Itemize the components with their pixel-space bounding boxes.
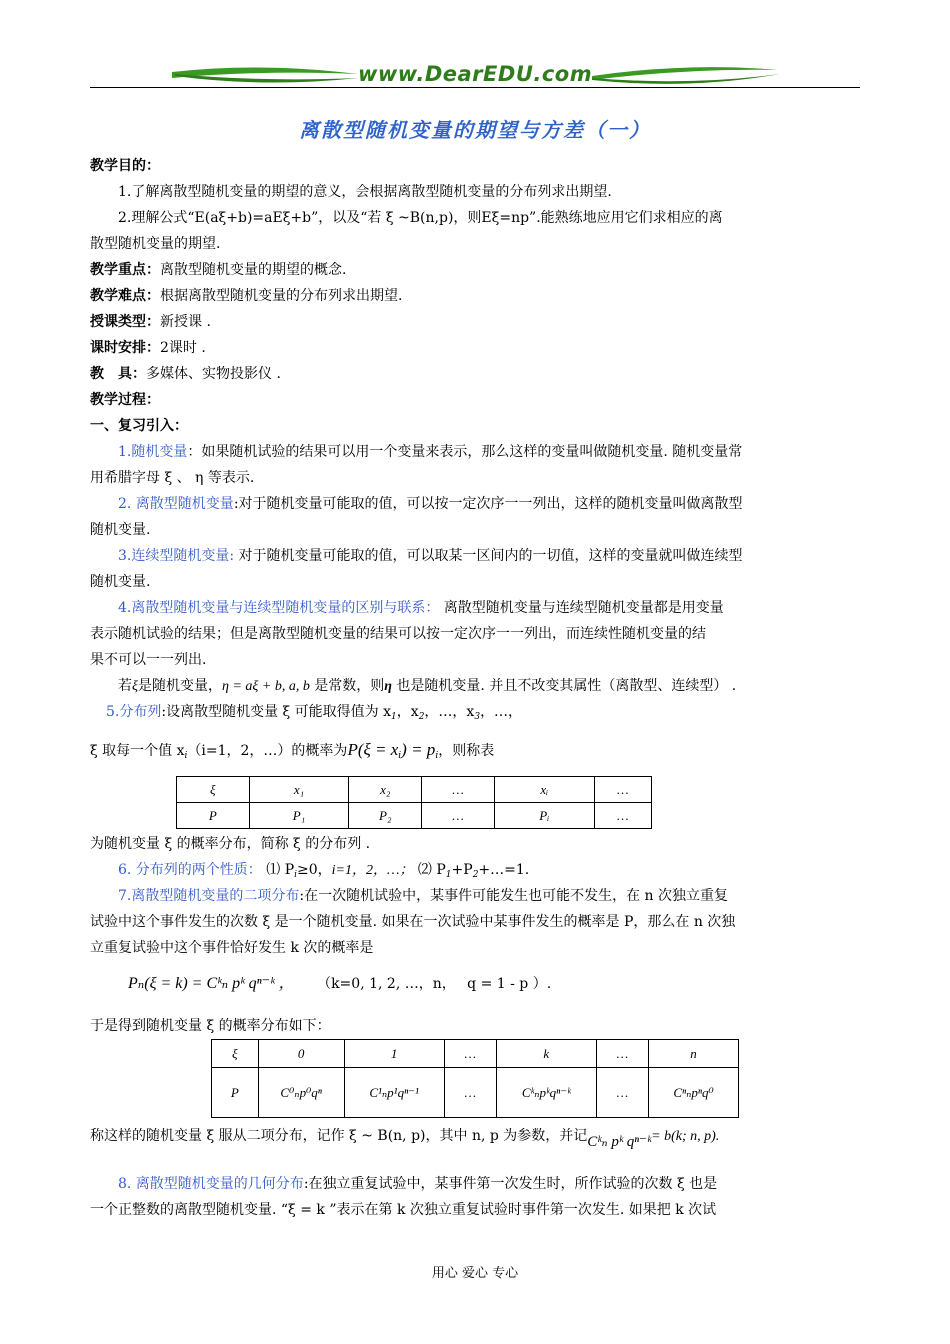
item-5-tail2: ，…，x	[424, 704, 475, 720]
objective-1: 1.了解离散型随机变量的期望的意义，会根据离散型随机变量的分布列求出期望.	[118, 184, 612, 200]
item-6	[90, 860, 893, 885]
item-7b: 试验中这个事件发生的次数 ξ 是一个随机变量. 如果在一次试验中某事件发生的概率是 P，那么在 n 次独	[90, 914, 736, 930]
key-point	[90, 260, 865, 280]
tools-label: 教 具：	[90, 366, 146, 382]
item-5-tail3: ，…，	[480, 704, 523, 720]
item-4-label: 4.离散型随机变量与连续型随机变量的区别与联系：	[118, 600, 440, 616]
i6-c: i=1，2，…；	[331, 863, 414, 878]
header-divider	[90, 87, 860, 88]
note-c: 是随机变量，	[138, 678, 222, 694]
section-review: 一、复习引入：	[90, 418, 188, 434]
i6-sub: i	[294, 870, 298, 880]
i6-e: +P	[451, 862, 473, 878]
sub-3: 3	[474, 712, 481, 722]
t1-cell: ξ	[177, 777, 250, 803]
binom-note-a: 称这样的随机变量 ξ 服从二项分布，记作 ξ ~ B(n, p)，其中 n, p 为参数，并记	[90, 1128, 588, 1144]
difficulty	[90, 286, 865, 306]
i6-sub2: 2	[472, 870, 479, 880]
prob-formula: P(ξ = x	[347, 740, 399, 759]
page-header	[90, 60, 860, 92]
item-3-text: 对于随机变量可能取的值，可以取某一区间内的一切值，这样的变量就叫做连续型	[234, 548, 743, 564]
binom-p: P	[128, 975, 138, 992]
i6-a: ⑴ P	[261, 862, 295, 878]
after-table1: 为随机变量 ξ 的概率分布，简称 ξ 的分布列 .	[90, 836, 371, 852]
item-7-label: 7.离散型随机变量的二项分布	[118, 888, 300, 904]
item-4c: 果不可以一一列出.	[90, 652, 207, 668]
prob-i2: i	[398, 751, 402, 761]
item-1-label: 1.随机变量	[118, 444, 188, 460]
t1-cell: …	[594, 777, 651, 803]
item-7-text: :在一次随机试验中，某事件可能发生也可能不发生，在 n 次独立重复	[299, 888, 728, 904]
difficulty-label: 教学难点：	[90, 288, 160, 304]
prob-i3: i	[435, 751, 439, 761]
binom-range: （k=0, 1, 2, …，n， q = 1 - p ）.	[317, 976, 552, 992]
t1-cell: x₂	[349, 777, 422, 803]
t2-cell: …	[596, 1068, 648, 1118]
i6-d: ⑵ P	[413, 862, 446, 878]
i6-sub1: 1	[445, 870, 452, 880]
note-xi: ξ	[132, 679, 138, 694]
process-label: 教学过程：	[90, 392, 160, 408]
t2-cell: n	[649, 1040, 739, 1068]
t2-cell: 0	[258, 1040, 344, 1068]
t2-cell: …	[444, 1068, 496, 1118]
t2-cell: Cⁿₙpⁿq⁰	[649, 1068, 739, 1118]
note-linear	[90, 676, 893, 697]
item-5-text: :设离散型随机变量 ξ 可能取得值为 x	[161, 704, 392, 720]
tools	[90, 364, 865, 384]
item-4-text: 离散型随机变量与连续型随机变量都是用变量	[439, 600, 724, 616]
t1-cell: P₁	[249, 803, 349, 829]
item-6-label: 6. 分布列的两个性质：	[118, 862, 262, 878]
item-5-label: 5.分布列	[106, 704, 162, 720]
binom-intro: 于是得到随机变量 ξ 的概率分布如下：	[90, 1018, 331, 1034]
difficulty-text: 根据离散型随机变量的分布列求出期望.	[160, 288, 403, 304]
prob-def	[90, 740, 865, 766]
item-2-text: :对于随机变量可能取的值，可以按一定次序一一列出，这样的随机变量叫做离散型	[233, 496, 743, 512]
page-title: 离散型随机变量的期望与方差（一）	[299, 118, 651, 142]
objectives-label: 教学目的：	[90, 158, 160, 174]
logo-text[interactable]: www.DearEDU.com	[358, 62, 593, 86]
prob-formula-b: ) = p	[401, 740, 436, 759]
binomial-formula: Pₙ(ξ = k) = Cᵏₙ pᵏ qⁿ⁻ᵏ ， （k=0, 1, 2, …，n， q = 1 - p ）.	[128, 975, 552, 992]
t1-cell: Pᵢ	[494, 803, 594, 829]
note-f: 也是随机变量. 并且不改变其属性（离散型、连续型） .	[391, 678, 737, 694]
note-a: 若	[118, 678, 132, 694]
item-8b: 一个正整数的离散型随机变量. “ξ = k ”表示在第 k 次独立重复试验时事件第一次发生. 如果把 k 次试	[90, 1202, 717, 1218]
t2-cell: P	[212, 1068, 259, 1118]
t2-cell: …	[444, 1040, 496, 1068]
type-label: 授课类型：	[90, 314, 160, 330]
prob-a: ξ 取每一个值 x	[90, 743, 185, 759]
prob-c: ，则称表	[438, 743, 495, 759]
t2-cell: k	[496, 1040, 596, 1068]
page-footer: 用心 爱心 专心	[431, 1266, 519, 1281]
sub-1: 1	[391, 712, 397, 722]
schedule	[90, 338, 865, 358]
item-1-text: ：如果随机试验的结果可以用一个变量来表示，那么这样的变量叫做随机变量. 随机变量常	[187, 444, 743, 460]
objective-2a: 2.理解公式“E(aξ+b)=aEξ+b”，以及“若 ξ ~B(n,p)，则Eξ=np”.能熟练地应用它们求相应的离	[118, 210, 723, 226]
binom-note: 称这样的随机变量 ξ 服从二项分布，记作 ξ ~ B(n, p)，其中 n, p 为参数，并记Cᵏₙ pᵏ qⁿ⁻ᵏ= b(k; n, p).	[90, 1128, 720, 1150]
item-3-label: 3.连续型随机变量:	[118, 548, 235, 564]
i6-f: +…=1.	[478, 862, 530, 878]
distribution-table	[176, 776, 652, 829]
item-1b: 用希腊字母 ξ 、 η 等表示.	[90, 470, 255, 486]
objective-2b: 散型随机变量的期望.	[90, 236, 221, 252]
item-2b: 随机变量.	[90, 522, 151, 538]
tools-text: 多媒体、实物投影仪 .	[146, 366, 281, 382]
item-2-label: 2. 离散型随机变量	[118, 496, 234, 512]
note-eta: η	[384, 679, 392, 694]
prob-b: （i=1，2，…）的概率为	[187, 743, 348, 759]
item-7c: 立重复试验中这个事件恰好发生 k 次的概率是	[90, 940, 374, 956]
binomial-table	[211, 1039, 739, 1118]
t2-cell: …	[596, 1040, 648, 1068]
item-4a	[90, 598, 893, 618]
i6-b: ≥0，	[297, 862, 332, 878]
t1-cell: x₁	[249, 777, 349, 803]
t2-cell: 1	[344, 1040, 444, 1068]
t2-cell: C⁰ₙp⁰qⁿ	[258, 1068, 344, 1118]
type-text: 新授课 .	[160, 314, 211, 330]
item-8-text: :在独立重复试验中，某事件第一次发生时，所作试验的次数 ξ 也是	[303, 1176, 718, 1192]
item-5	[90, 702, 881, 727]
prob-i: i	[184, 751, 188, 761]
item-7a	[90, 886, 893, 906]
schedule-text: 2课时 .	[160, 340, 206, 356]
t2-cell: ξ	[212, 1040, 259, 1068]
t1-cell: P₂	[349, 803, 422, 829]
binom-note-b: = b(k; n, p).	[651, 1129, 720, 1144]
key-label: 教学重点：	[90, 262, 160, 278]
item-5-tail: ，x	[396, 704, 419, 720]
item-8a	[90, 1174, 893, 1194]
item-3b: 随机变量.	[90, 574, 151, 590]
t1-cell: xᵢ	[494, 777, 594, 803]
t1-cell: …	[594, 803, 651, 829]
t1-cell: …	[422, 777, 495, 803]
schedule-label: 课时安排：	[90, 340, 160, 356]
item-2a	[90, 494, 893, 514]
key-text: 离散型随机变量的期望的概念.	[160, 262, 347, 278]
item-8-label: 8. 离散型随机变量的几何分布	[118, 1176, 304, 1192]
item-3a	[90, 546, 893, 566]
t1-cell: …	[422, 803, 495, 829]
note-d: 是常数，则	[309, 678, 385, 694]
item-1a	[90, 442, 893, 462]
note-formula: η = aξ + b, a, b	[222, 679, 310, 694]
lesson-type	[90, 312, 865, 332]
t2-cell: C¹ₙp¹qⁿ⁻¹	[344, 1068, 444, 1118]
sub-2: 2	[418, 712, 425, 722]
item-4b: 表示随机试验的结果；但是离散型随机变量的结果可以按一定次序一一列出，而连续性随机变量的结	[90, 626, 706, 642]
t1-cell: P	[177, 803, 250, 829]
t2-cell: Cᵏₙpᵏqⁿ⁻ᵏ	[496, 1068, 596, 1118]
